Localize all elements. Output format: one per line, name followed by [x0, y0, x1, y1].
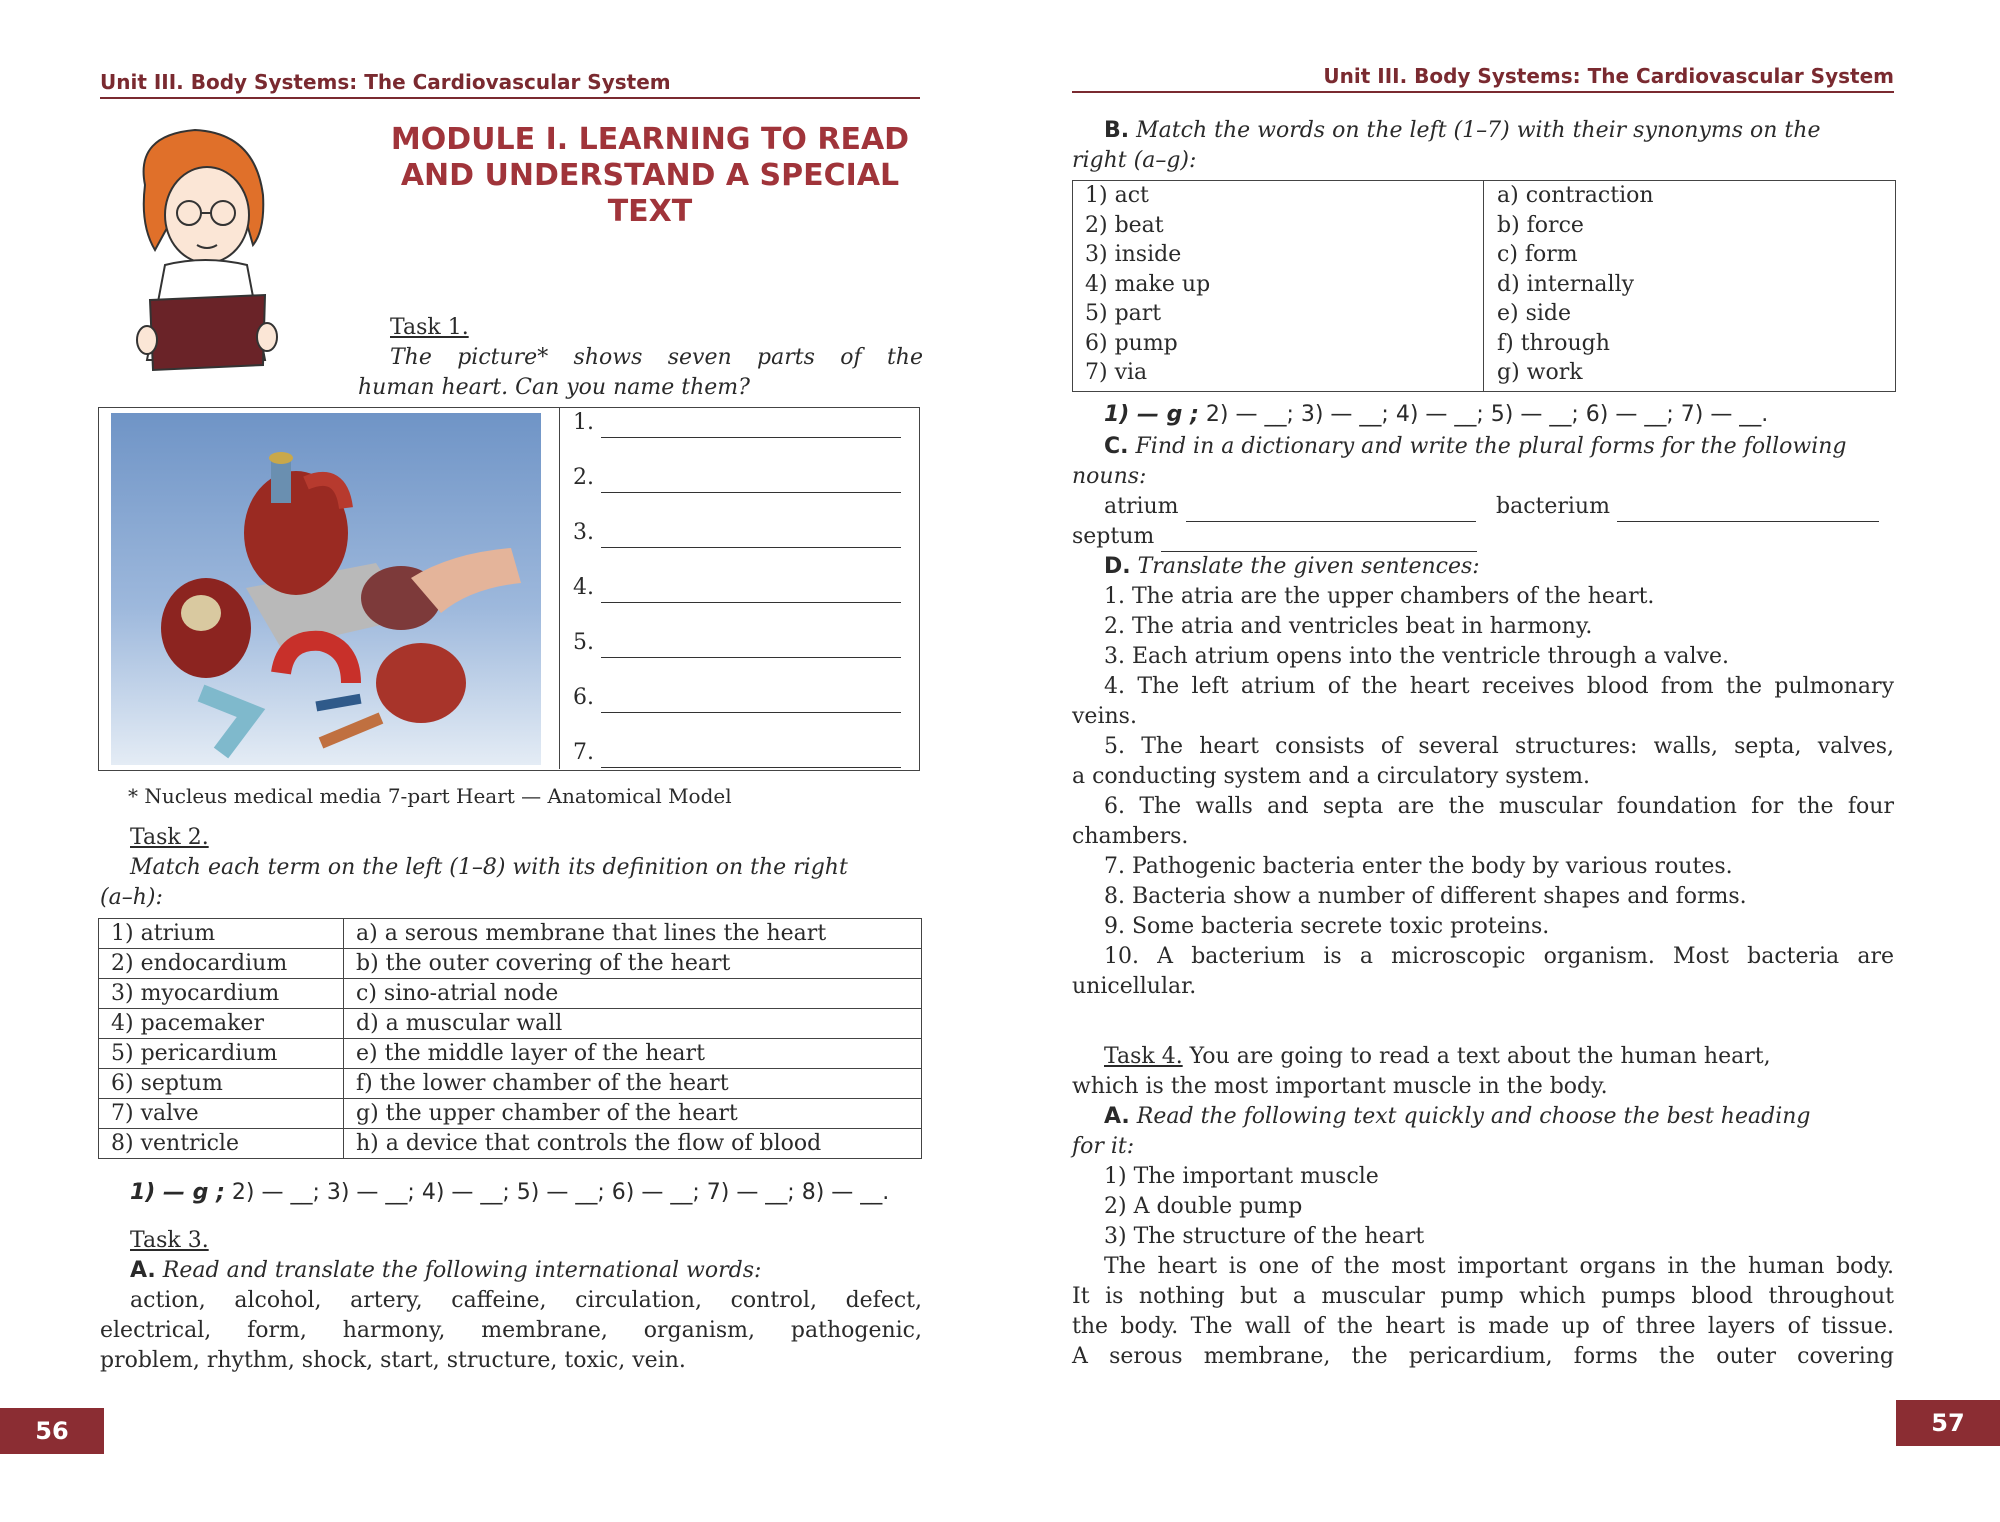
synonym-right-item: f) through: [1497, 330, 1610, 356]
definition-cell: g) the upper chamber of the heart: [344, 1099, 922, 1129]
sentence-8: 8. Bacteria show a number of different shapes and forms.: [1104, 884, 1747, 909]
blank-3[interactable]: 3.: [573, 518, 913, 548]
text-line-2: It is nothing but a muscular pump which pumps blood throughout: [1072, 1284, 1894, 1309]
term-cell: 7) valve: [99, 1099, 344, 1129]
running-head-left: Unit III. Body Systems: The Cardiovascular System: [100, 70, 920, 99]
task1-line-1: The picture* shows seven parts of the: [390, 345, 923, 370]
synonym-right-item: b) force: [1497, 212, 1584, 238]
heading-option-2[interactable]: 2) A double pump: [1104, 1194, 1303, 1219]
text-line-4: A serous membrane, the pericardium, forms the outer covering: [1072, 1344, 1894, 1369]
blank-1[interactable]: 1.: [573, 408, 913, 438]
page-number-left: 56: [0, 1408, 104, 1454]
definition-cell: c) sino-atrial node: [344, 979, 922, 1009]
section-c-line-1: C. Find in a dictionary and write the plural forms for the following: [1104, 434, 1847, 459]
task3-words-line-2: electrical, form, harmony, membrane, organism, pathogenic,: [100, 1318, 922, 1343]
definition-cell: d) a muscular wall: [344, 1009, 922, 1039]
plural-atrium[interactable]: atrium: [1104, 492, 1476, 522]
blank-2[interactable]: 2.: [573, 463, 913, 493]
section-b-answer-key[interactable]: 1) — g ; 2) — __; 3) — __; 4) — __; 5) — __; 6) — __; 7) — __.: [1104, 402, 1769, 427]
footnote: * Nucleus medical media 7-part Heart — Anatomical Model: [128, 784, 732, 808]
synonym-right-item: e) side: [1497, 301, 1572, 327]
section-b-line-2: right (a–g):: [1072, 148, 1197, 173]
synonym-left-item: 1) act: [1085, 183, 1149, 209]
sentence-4-b: veins.: [1072, 704, 1137, 729]
synonym-left-item: 6) pump: [1085, 330, 1178, 356]
page-number-right: 57: [1896, 1400, 2000, 1446]
sentence-6-b: chambers.: [1072, 824, 1189, 849]
synonym-left-column: [1073, 181, 1222, 388]
task1-box: [98, 407, 920, 771]
term-cell: 5) pericardium: [99, 1039, 344, 1069]
task2-line-1: Match each term on the left (1–8) with its definition on the right: [130, 855, 848, 880]
heart-model-drawing: [111, 413, 541, 765]
synonym-left-item: 3) inside: [1085, 242, 1182, 268]
task2-answer-key[interactable]: [130, 1180, 889, 1205]
table-row: [99, 1039, 922, 1069]
task2-title: Task 2.: [130, 825, 209, 850]
synonym-left-item: 2) beat: [1085, 212, 1164, 238]
table-row: [99, 919, 922, 949]
synonym-left-item: 5) part: [1085, 301, 1162, 327]
heading-option-3[interactable]: 3) The structure of the heart: [1104, 1224, 1425, 1249]
table-row: [99, 949, 922, 979]
synonym-left-item: 4) make up: [1085, 271, 1211, 297]
section-d-heading: D. Translate the given sentences:: [1104, 554, 1480, 579]
blank-5[interactable]: 5.: [573, 628, 913, 658]
text-line-1: The heart is one of the most important organs in the human body.: [1104, 1254, 1894, 1279]
sentence-9: 9. Some bacteria secrete toxic proteins.: [1104, 914, 1550, 939]
definition-cell: a) a serous membrane that lines the heart: [344, 919, 922, 949]
blank-divider: [559, 408, 560, 769]
task1-line-2: human heart. Can you name them?: [358, 375, 750, 400]
sentence-7: 7. Pathogenic bacteria enter the body by various routes.: [1104, 854, 1733, 879]
task2-answer-first: 1) — g ;: [130, 1180, 225, 1205]
task3-a: A. Read and translate the following international words:: [130, 1258, 762, 1283]
blank-4[interactable]: 4.: [573, 573, 913, 603]
running-head-right: Unit III. Body Systems: The Cardiovascular System: [1072, 64, 1894, 93]
right-page: [1000, 0, 2000, 1522]
task3-title: Task 3.: [130, 1228, 209, 1253]
table-row: [99, 979, 922, 1009]
module-title-line-1: MODULE I. LEARNING TO READ: [390, 122, 910, 157]
table-row: [99, 1069, 922, 1099]
section-b-line-1: B. Match the words on the left (1–7) with their synonyms on the: [1104, 118, 1821, 143]
task4-a-line-1: A. Read the following text quickly and choose the best heading: [1104, 1104, 1811, 1129]
task3-words-line-3: problem, rhythm, shock, start, structure, toxic, vein.: [100, 1348, 686, 1373]
task4-line-2: which is the most important muscle in the body.: [1072, 1074, 1608, 1099]
sentence-3: 3. Each atrium opens into the ventricle through a valve.: [1104, 644, 1729, 669]
task4-a-line-2: for it:: [1072, 1134, 1135, 1159]
plural-bacterium[interactable]: bacterium: [1496, 492, 1879, 522]
sentence-2: 2. The atria and ventricles beat in harmony.: [1104, 614, 1593, 639]
reader-illustration: [125, 125, 285, 380]
sentence-4-a: 4. The left atrium of the heart receives blood from the pulmonary: [1104, 674, 1894, 699]
section-c-line-2: nouns:: [1072, 464, 1147, 489]
plural-septum[interactable]: septum: [1072, 522, 1477, 552]
definition-cell: f) the lower chamber of the heart: [344, 1069, 922, 1099]
sentence-5-b: a conducting system and a circulatory system.: [1072, 764, 1590, 789]
table-row: [99, 1129, 922, 1159]
definition-cell: h) a device that controls the flow of blood: [344, 1129, 922, 1159]
task4-line-1: Task 4. You are going to read a text about the human heart,: [1104, 1044, 1771, 1069]
term-cell: 8) ventricle: [99, 1129, 344, 1159]
task2-answer-rest: 2) — __; 3) — __; 4) — __; 5) — __; 6) — __; 7) — __; 8) — __.: [224, 1180, 890, 1205]
task1-title: Task 1.: [390, 315, 469, 340]
table-row: [99, 1099, 922, 1129]
definition-cell: e) the middle layer of the heart: [344, 1039, 922, 1069]
sentence-6-a: 6. The walls and septa are the muscular foundation for the four: [1104, 794, 1894, 819]
heading-option-1[interactable]: 1) The important muscle: [1104, 1164, 1379, 1189]
term-cell: 3) myocardium: [99, 979, 344, 1009]
task3-words-line-1: action, alcohol, artery, caffeine, circulation, control, defect,: [130, 1288, 922, 1313]
synonym-table: [1072, 180, 1896, 392]
text-line-3: the body. The wall of the heart is made up of three layers of tissue.: [1072, 1314, 1894, 1339]
blank-6[interactable]: 6.: [573, 683, 913, 713]
definition-cell: b) the outer covering of the heart: [344, 949, 922, 979]
synonym-left-item: 7) via: [1085, 360, 1148, 386]
sentence-5-a: 5. The heart consists of several structures: walls, septa, valves,: [1104, 734, 1894, 759]
task2-line-2: (a–h):: [100, 885, 163, 910]
table-row: [99, 1009, 922, 1039]
sentence-10-a: 10. A bacterium is a microscopic organism. Most bacteria are: [1104, 944, 1894, 969]
synonym-right-item: a) contraction: [1497, 183, 1654, 209]
sentence-1: 1. The atria are the upper chambers of the heart.: [1104, 584, 1655, 609]
term-cell: 6) septum: [99, 1069, 344, 1099]
synonym-right-column: [1485, 181, 1666, 388]
blank-7[interactable]: 7.: [573, 738, 913, 768]
task2-matching-table: [98, 918, 922, 1159]
synonym-right-item: c) form: [1497, 242, 1578, 268]
synonym-right-item: d) internally: [1497, 271, 1635, 297]
term-cell: 2) endocardium: [99, 949, 344, 979]
sentence-10-b: unicellular.: [1072, 974, 1197, 999]
heart-model-photo: [111, 413, 541, 765]
term-cell: 1) atrium: [99, 919, 344, 949]
module-title-line-2: AND UNDERSTAND A SPECIAL TEXT: [400, 158, 900, 229]
term-cell: 4) pacemaker: [99, 1009, 344, 1039]
module-title: [390, 122, 910, 230]
synonym-right-item: g) work: [1497, 360, 1583, 386]
